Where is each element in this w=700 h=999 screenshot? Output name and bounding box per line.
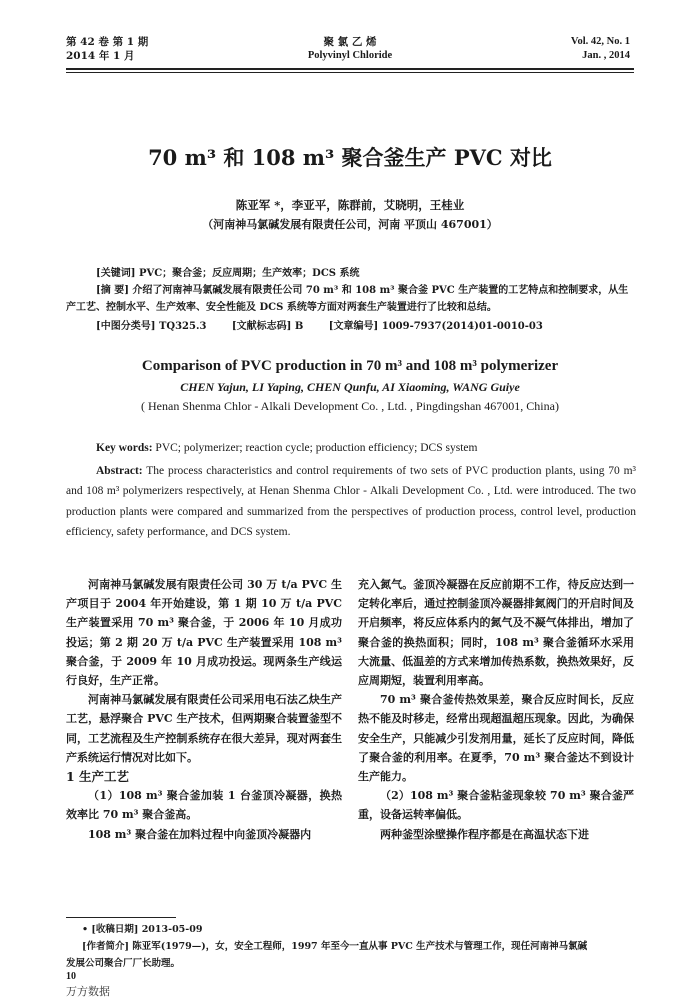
section-heading: 1 生产工艺 bbox=[66, 769, 130, 785]
affiliation: （河南神马氯碱发展有限责任公司，河南 平顶山 467001） bbox=[202, 218, 498, 231]
footnote-received: • [收稿日期] 2013-05-09 bbox=[82, 924, 203, 935]
paragraph: 河南神马氯碱发展有限责任公司采用电石法乙炔生产工艺，悬浮聚合 PVC 生产技术，但两期聚合装置釜型不同，工艺流程及生产控制系统存在很大差异，现对两套生产系统运行情况对比如下。 bbox=[66, 693, 342, 764]
paragraph: 河南神马氯碱发展有限责任公司 30 万 t/a PVC 生产项目于 2004 年开始建设，第 1 期 10 万 t/a PVC 生产装置采用 70 m³ 聚合釜，于 2006 年 10 月成功投运；第 2 期 20 万 t/a PVC 生产装置采用 108 m³ 聚合釜，于 2009 年 10 月成功投运。现两条生产线运行良好，生产正常。 bbox=[66, 578, 342, 688]
watermark: 万方数据 bbox=[66, 985, 110, 998]
article-number: [文章编号] 1009-7937(2014)01-0010-03 bbox=[328, 321, 543, 332]
keywords-label: Key words: bbox=[96, 442, 153, 454]
footnote-author-cont: 发展公司聚合厂厂长助理。 bbox=[66, 958, 181, 969]
body-column-right bbox=[358, 575, 634, 844]
page-number: 10 bbox=[66, 971, 76, 982]
header-journal: 聚 氯 乙 烯 Polyvinyl Chloride bbox=[307, 36, 393, 61]
body-column-left bbox=[66, 575, 342, 844]
keywords-cn: [关键词] PVC；聚合釜；反应周期；生产效率；DCS 系统 bbox=[96, 268, 360, 279]
header-volume-cn: 第 42 卷 第 1 期 2014 年 1 月 bbox=[66, 36, 149, 62]
paragraph: （1）108 m³ 聚合釜加装 1 台釜顶冷凝器，换热效率比 70 m³ 聚合釜高。 bbox=[66, 789, 342, 822]
keywords-text: PVC; polymerizer; reaction cycle; production efficiency; DCS system bbox=[152, 442, 478, 454]
english-abstract bbox=[66, 461, 636, 542]
paragraph: 两种釜型涂壁操作程序都是在高温状态下进 bbox=[380, 827, 589, 841]
english-authors: CHEN Yajun, LI Yaping, CHEN Qunfu, AI Xiaoming, WANG Guiye bbox=[180, 380, 520, 394]
abstract-text: The process characteristics and control requirements of two sets of PVC production plants, using 70 m³ and 108 m³ polymerizers respectively, at Henan Shenma Chlor - Alkali Development Co. , Ltd. were introduced. The two production plants were compared and summarized from the perspectives of production process, control level, production efficiency, safety performance, and DCS system. bbox=[66, 465, 636, 538]
bullet-icon: • bbox=[82, 924, 92, 935]
page-title: 70 m³ 和 108 m³ 聚合釜生产 PVC 对比 bbox=[148, 145, 552, 170]
english-title: Comparison of PVC production in 70 m³ and 108 m³ polymerizer bbox=[141, 358, 559, 374]
english-keywords bbox=[96, 442, 477, 454]
classification bbox=[96, 318, 565, 335]
paragraph: 70 m³ 聚合釜传热效果差，聚合反应时间长，反应热不能及时移走，经常出现超温超压现象。因此，为确保安全生产，只能减少引发剂用量，延长了反应时间，降低了聚合釜的利用率。在夏季，70 m³ 聚合釜达不到设计生产能力。 bbox=[358, 693, 634, 784]
abstract-cn: [摘 要] 介绍了河南神马氯碱发展有限责任公司 70 m³ 和 108 m³ 聚合釜 PVC 生产装置的工艺特点和控制要求，从生产工艺、控制水平、生产效率、安全性能及 DCS 系统等方面对两套生产装置进行了比较和总结。 bbox=[66, 285, 629, 313]
header-rule-thin bbox=[66, 72, 634, 73]
paragraph: 108 m³ 聚合釜在加料过程中向釜顶冷凝器内 bbox=[88, 827, 312, 841]
abstract-label: Abstract: bbox=[96, 465, 143, 477]
header-rule-thick bbox=[66, 68, 634, 70]
footnote-rule bbox=[66, 917, 176, 918]
paragraph: （2）108 m³ 聚合釜粘釜现象较 70 m³ 聚合釜严重，设备运转率偏低。 bbox=[358, 789, 634, 822]
clc-number: [中图分类号] TQ325.3 bbox=[96, 321, 207, 332]
footnote-author: [作者简介] 陈亚军(1979—)，女，安全工程师，1997 年至今一直从事 PVC 生产技术与管理工作，现任河南神马氯碱 bbox=[82, 941, 588, 952]
header-volume-en: Vol. 42, No. 1 Jan. , 2014 bbox=[570, 36, 630, 61]
english-affiliation: ( Henan Shenma Chlor - Alkali Development Co. , Ltd. , Pingdingshan 467001, China) bbox=[141, 399, 559, 413]
authors: 陈亚军 *，李亚平，陈群前，艾晓明，王桂业 bbox=[235, 198, 465, 212]
paragraph: 充入氮气。釜顶冷凝器在反应前期不工作，待反应达到一定转化率后，通过控制釜顶冷凝器排氮阀门的开启时间及开启频率，将反应体系内的氮气及不凝气体排出，增加了聚合釜的换热面积；同时，108 m³ 聚合釜循环水采用大流量、低温差的方式来增加传热系数，换热效果好，反应周期短，装置利用率高。 bbox=[358, 578, 634, 688]
doc-code: [文献标志码] B bbox=[231, 321, 304, 332]
